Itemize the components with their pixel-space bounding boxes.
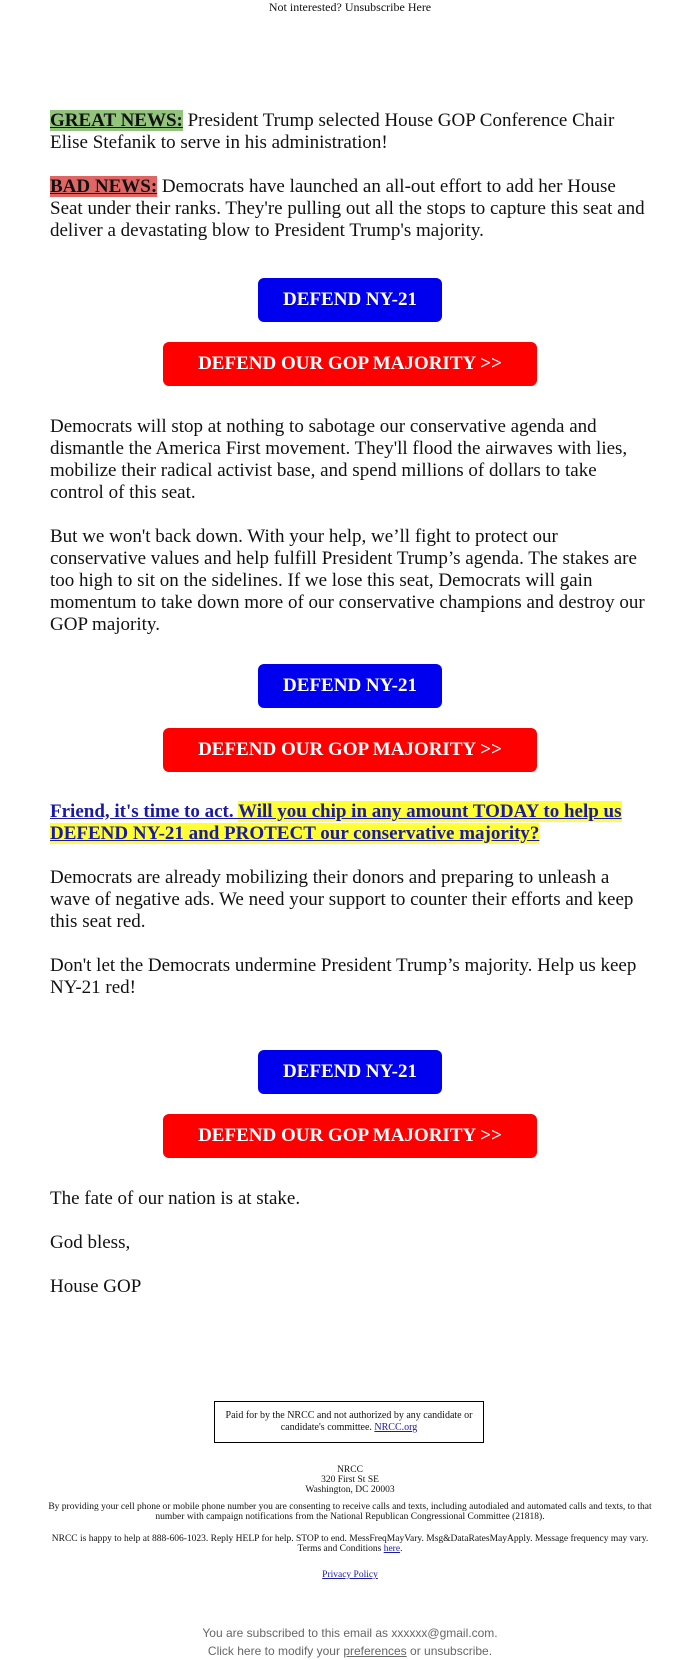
great-news-label: GREAT NEWS: (50, 110, 183, 131)
modify-suffix: or unsubscribe. (406, 1644, 493, 1658)
org-name: NRCC (337, 1465, 363, 1475)
address-line2: Washington, DC 20003 (305, 1485, 395, 1495)
button-row-majority-2 (50, 728, 650, 772)
privacy-block (48, 1570, 652, 1580)
paid-for-disclaimer (214, 1401, 484, 1443)
subscription-footer (0, 1624, 700, 1660)
defend-ny21-button[interactable]: DEFEND NY-21 (258, 1050, 442, 1094)
subscribed-email: xxxxxx@gmail.com. (391, 1626, 498, 1640)
defend-majority-button[interactable]: DEFEND OUR GOP MAJORITY >> (163, 1114, 537, 1158)
defend-ny21-button[interactable]: DEFEND NY-21 (258, 664, 442, 708)
button-row-ny21-1 (50, 278, 650, 322)
body-section-2 (50, 416, 650, 636)
body-section-3 (50, 801, 650, 999)
closing-blessing: God bless, (50, 1232, 131, 1253)
modify-line (0, 1642, 700, 1660)
unsubscribe-header (0, 0, 700, 14)
cta-part2: Will you chip in any amount TODAY to help us DEFEND NY-21 and PROTECT our conservative majority? (50, 801, 622, 844)
terms-link[interactable]: here (383, 1544, 401, 1554)
paragraph-wont-back-down: But we won't back down. With your help, we’ll fight to protect our conservative values and help fulfill President Trump’s agenda. The stakes are too high to sit on the sidelines. If we lose this seat, Democrats will gain momentum to take down more of our conservative champions and destroy our GOP majority. (50, 526, 645, 635)
nrcc-link[interactable]: NRCC.org (374, 1422, 418, 1433)
email-body (50, 110, 650, 242)
bad-news-label: BAD NEWS: (50, 176, 158, 197)
defend-majority-button[interactable]: DEFEND OUR GOP MAJORITY >> (163, 728, 537, 772)
preferences-link[interactable]: preferences (343, 1644, 407, 1658)
privacy-policy-link[interactable]: Privacy Policy (322, 1570, 378, 1580)
button-row-majority-3 (50, 1114, 650, 1158)
modify-prefix: Click here to modify your (207, 1644, 344, 1658)
closing-line: The fate of our nation is at stake. (50, 1188, 301, 1209)
consent-text: By providing your cell phone or mobile phone number you are consenting to receive calls and texts, including autodialed and automated calls and texts, to that number with campaign notifications from the National Republican Congressional Committee (21818). (48, 1502, 652, 1522)
subscribed-prefix: You are subscribed to this email as (202, 1626, 392, 1640)
paragraph-keep-red: Don't let the Democrats undermine President Trump’s majority. Help us keep NY-21 red! (50, 955, 637, 998)
great-news-paragraph (50, 110, 650, 154)
defend-majority-button[interactable]: DEFEND OUR GOP MAJORITY >> (163, 342, 537, 386)
cta-part1: Friend, it's time to act. (50, 801, 239, 822)
help-text: NRCC is happy to help at 888-606-1023. Reply HELP for help. STOP to end. MessFreqMayVary. Msg&DataRatesMayApply. Message frequency may vary. Terms and Conditions (51, 1534, 649, 1554)
button-row-ny21-2 (50, 664, 650, 708)
button-row-majority-1 (50, 342, 650, 386)
donate-cta-link[interactable] (50, 801, 622, 844)
button-row-ny21-3 (50, 1050, 650, 1094)
paragraph-sabotage: Democrats will stop at nothing to sabotage our conservative agenda and dismantle the America First movement. They'll flood the airwaves with lies, mobilize their radical activist base, and spend millions of dollars to take control of this seat. (50, 416, 628, 503)
great-news-text: President Trump selected House GOP Conference Chair Elise Stefanik to serve in his administration! (50, 110, 615, 153)
help-text-block: NRCC is happy to help at 888-606-1023. Reply HELP for help. STOP to end. MessFreqMayVary. Msg&DataRatesMayApply. Message frequency may vary. Terms and Conditions here. (51, 1534, 649, 1554)
bad-news-text: Democrats have launched an all-out effort to add her House Seat under their ranks. They're pulling out all the stops to capture this seat and deliver a devastating blow to President Trump's majority. (50, 176, 645, 241)
paid-for-text: Paid for by the NRCC and not authorized by any candidate or candidate's committee. (225, 1410, 473, 1433)
subscribed-line (0, 1624, 700, 1642)
address-line1: 320 First St SE (321, 1475, 379, 1485)
signature: House GOP (50, 1276, 142, 1297)
paragraph-mobilizing: Democrats are already mobilizing their donors and preparing to unleash a wave of negative ads. We need your support to counter their efforts and keep this seat red. (50, 867, 634, 932)
closing-section (50, 1188, 650, 1298)
unsubscribe-link[interactable]: Not interested? Unsubscribe Here (268, 0, 432, 14)
defend-ny21-button[interactable]: DEFEND NY-21 (258, 278, 442, 322)
address-block (48, 1465, 652, 1495)
bad-news-paragraph (50, 176, 650, 242)
